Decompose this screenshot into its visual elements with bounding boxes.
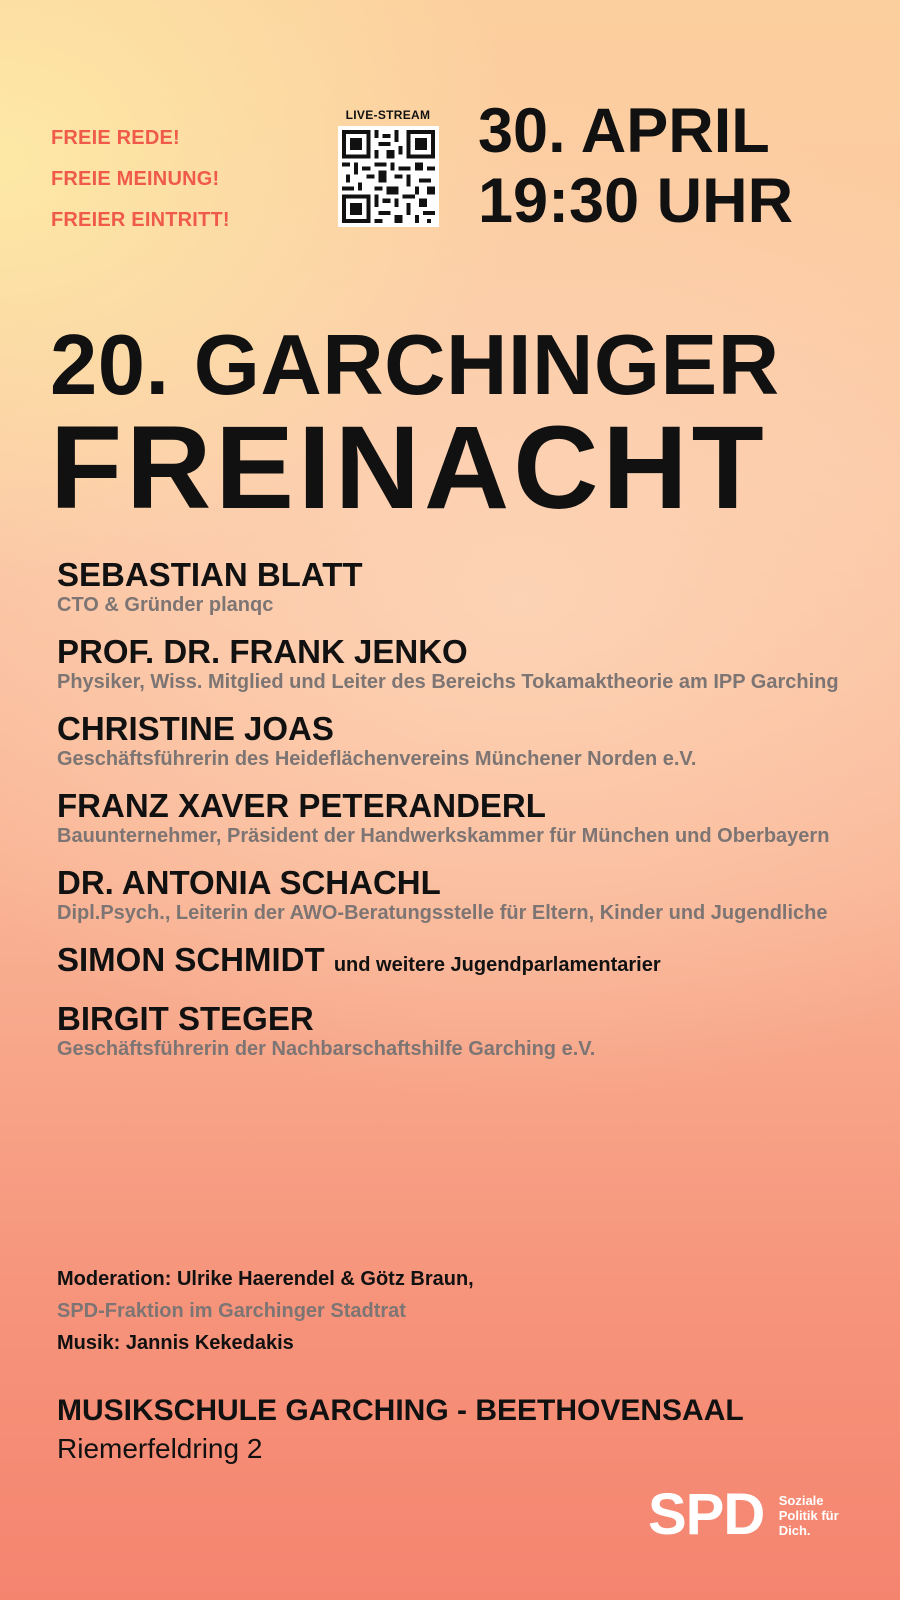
venue-name: MUSIKSCHULE GARCHING - BEETHOVENSAAL bbox=[57, 1394, 744, 1427]
speaker-name: BIRGIT STEGER bbox=[57, 1000, 314, 1037]
speaker-role: Physiker, Wiss. Mitglied und Leiter des Bereichs Tokamaktheorie am IPP Garching bbox=[57, 671, 839, 693]
speaker-name: SIMON SCHMIDT bbox=[57, 941, 325, 978]
speaker-name: PROF. DR. FRANK JENKO bbox=[57, 633, 468, 670]
speaker-item bbox=[57, 632, 857, 695]
speaker-name: DR. ANTONIA SCHACHL bbox=[57, 864, 441, 901]
speaker-item bbox=[57, 555, 857, 618]
speaker-role: CTO & Gründer planqc bbox=[57, 594, 274, 616]
speaker-item bbox=[57, 786, 857, 849]
speaker-list bbox=[57, 555, 857, 1076]
speaker-role: Bauunternehmer, Präsident der Handwerkskammer für München und Oberbayern bbox=[57, 825, 830, 847]
music-credit: Musik: Jannis Kekedakis bbox=[57, 1332, 294, 1354]
slogan-free-opinion: FREIE MEINUNG! bbox=[51, 168, 220, 190]
slogan-free-entry: FREIER EINTRITT! bbox=[51, 209, 230, 231]
speaker-name: FRANZ XAVER PETERANDERL bbox=[57, 787, 546, 824]
spd-tagline-line: Soziale bbox=[778, 1492, 824, 1508]
moderation-names: Moderation: Ulrike Haerendel & Götz Braun, bbox=[57, 1268, 474, 1290]
event-time: 19:30 UHR bbox=[478, 166, 794, 236]
event-date bbox=[478, 96, 793, 236]
spd-tagline-line: Politik für bbox=[778, 1507, 839, 1523]
spd-logo-text: SPD bbox=[648, 1482, 765, 1547]
speaker-item bbox=[57, 999, 857, 1062]
moderation-affiliation: SPD-Fraktion im Garchinger Stadtrat bbox=[57, 1300, 406, 1322]
event-title-line2: FREINACHT bbox=[50, 402, 768, 534]
speaker-name: CHRISTINE JOAS bbox=[57, 710, 334, 747]
speaker-item bbox=[57, 863, 857, 926]
qr-code-icon[interactable] bbox=[338, 126, 439, 227]
speaker-role: Dipl.Psych., Leiterin der AWO-Beratungsstelle für Eltern, Kinder und Jugendliche bbox=[57, 902, 828, 924]
speaker-role: Geschäftsführerin der Nachbarschaftshilfe Garching e.V. bbox=[57, 1038, 596, 1060]
spd-tagline bbox=[779, 1493, 839, 1538]
speaker-item bbox=[57, 940, 857, 985]
livestream-label: LIVE-STREAM bbox=[345, 108, 431, 122]
speaker-name: SEBASTIAN BLATT bbox=[57, 556, 363, 593]
spd-logo bbox=[648, 1482, 839, 1547]
speaker-extra: und weitere Jugendparlamentarier bbox=[333, 954, 661, 976]
event-title-line1: 20. GARCHINGER bbox=[50, 318, 780, 413]
speaker-role: Geschäftsführerin des Heideflächenvereins Münchener Norden e.V. bbox=[57, 748, 697, 770]
venue-block bbox=[57, 1392, 744, 1468]
event-day: 30. APRIL bbox=[478, 96, 770, 166]
slogans bbox=[51, 118, 230, 241]
venue-address: Riemerfeldring 2 bbox=[57, 1433, 263, 1464]
spd-tagline-line: Dich. bbox=[778, 1522, 811, 1538]
speaker-item bbox=[57, 709, 857, 772]
slogan-free-speech: FREIE REDE! bbox=[51, 127, 180, 149]
moderation-block bbox=[57, 1263, 474, 1359]
speaker-name-line bbox=[57, 940, 857, 985]
livestream-block bbox=[335, 108, 441, 227]
